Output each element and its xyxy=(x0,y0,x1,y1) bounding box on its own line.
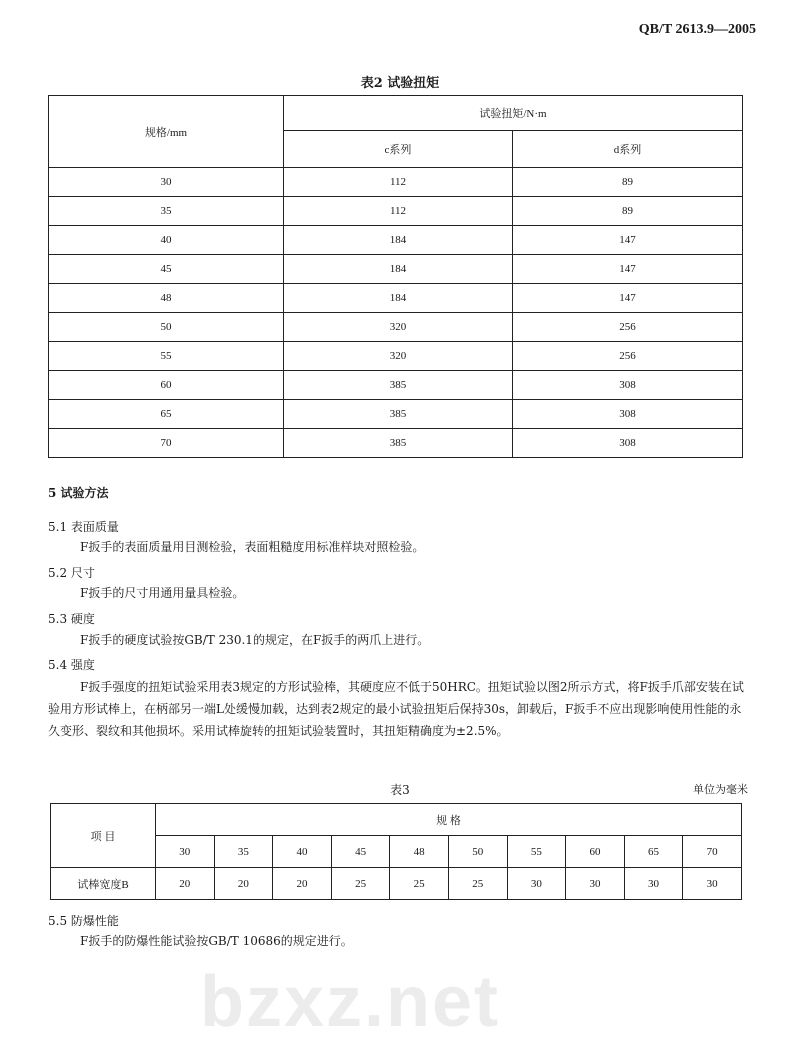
width-cell: 30 xyxy=(566,868,625,900)
section-5-3-body: F扳手的硬度试验按GB/T 230.1的规定，在F扳手的两爪上进行。 xyxy=(80,633,430,647)
table-row xyxy=(49,371,743,400)
table-row xyxy=(49,400,743,429)
cell-c: 385 xyxy=(284,400,513,429)
table3-unit: 单位为毫米 xyxy=(693,783,748,796)
section-5-5-body: F扳手的防爆性能试验按GB/T 10686的规定进行。 xyxy=(80,934,353,948)
section-5-1-title: 5.1 表面质量 xyxy=(48,520,119,534)
section-5-4-body: F扳手强度的扭矩试验采用表3规定的方形试验棒，其硬度应不低于50HRC。扭矩试验以图2所示方式，将F扳手爪部安装在试验用方形试棒上，在柄部另一端L处缓慢加载，达到表2规定的最小试验扭矩后保持30s，卸载后，F扳手不应出现影响使用性能的永久变形、裂纹和其他损坏。采用试棒旋转的扭矩试验装置时，其扭矩精确度为±2.5%。 xyxy=(48,680,744,738)
header-c-series: c系列 xyxy=(284,131,513,168)
cell-c: 112 xyxy=(284,197,513,226)
header-spec: 规格/mm xyxy=(49,96,284,168)
table-row xyxy=(49,284,743,313)
table-row xyxy=(49,429,743,458)
cell-d: 308 xyxy=(513,429,743,458)
header-spec: 规 格 xyxy=(156,804,742,836)
cell-d: 308 xyxy=(513,400,743,429)
spec-cell: 45 xyxy=(331,836,390,868)
cell-spec: 48 xyxy=(49,284,284,313)
cell-c: 112 xyxy=(284,168,513,197)
cell-c: 184 xyxy=(284,226,513,255)
table-row xyxy=(49,168,743,197)
spec-cell: 30 xyxy=(156,836,215,868)
spec-cell: 55 xyxy=(507,836,566,868)
spec-cell: 48 xyxy=(390,836,449,868)
table-row xyxy=(49,226,743,255)
width-cell: 20 xyxy=(156,868,215,900)
width-cell: 20 xyxy=(214,868,273,900)
table-row xyxy=(49,197,743,226)
table-row xyxy=(49,342,743,371)
cell-d: 147 xyxy=(513,255,743,284)
cell-spec: 60 xyxy=(49,371,284,400)
spec-cell: 40 xyxy=(273,836,332,868)
cell-spec: 35 xyxy=(49,197,284,226)
spec-cell: 35 xyxy=(214,836,273,868)
cell-c: 385 xyxy=(284,371,513,400)
cell-d: 147 xyxy=(513,226,743,255)
cell-spec: 65 xyxy=(49,400,284,429)
spec-cell: 65 xyxy=(624,836,683,868)
section-5-2-title: 5.2 尺寸 xyxy=(48,566,95,580)
spec-cell: 70 xyxy=(683,836,742,868)
cell-d: 256 xyxy=(513,313,743,342)
section-5-2-body: F扳手的尺寸用通用量具检验。 xyxy=(80,586,245,600)
cell-d: 89 xyxy=(513,168,743,197)
cell-c: 385 xyxy=(284,429,513,458)
cell-spec: 45 xyxy=(49,255,284,284)
spec-cell: 60 xyxy=(566,836,625,868)
width-cell: 25 xyxy=(390,868,449,900)
table-row xyxy=(49,255,743,284)
width-cell: 30 xyxy=(507,868,566,900)
cell-spec: 50 xyxy=(49,313,284,342)
section-5-5-title: 5.5 防爆性能 xyxy=(48,914,119,928)
section-5-1-body: F扳手的表面质量用目测检验，表面粗糙度用标准样块对照检验。 xyxy=(80,540,425,554)
width-cell: 30 xyxy=(624,868,683,900)
section-5-title: 5 试验方法 xyxy=(48,486,109,500)
test-bar-table xyxy=(50,803,742,900)
cell-c: 184 xyxy=(284,255,513,284)
cell-spec: 30 xyxy=(49,168,284,197)
cell-d: 89 xyxy=(513,197,743,226)
cell-d: 308 xyxy=(513,371,743,400)
width-cell: 20 xyxy=(273,868,332,900)
cell-c: 184 xyxy=(284,284,513,313)
cell-c: 320 xyxy=(284,342,513,371)
width-cell: 25 xyxy=(331,868,390,900)
row-label-bar-width: 试棒宽度B xyxy=(51,868,156,900)
section-5-4-title: 5.4 强度 xyxy=(48,658,95,672)
cell-d: 147 xyxy=(513,284,743,313)
cell-spec: 70 xyxy=(49,429,284,458)
cell-d: 256 xyxy=(513,342,743,371)
spec-cell: 50 xyxy=(448,836,507,868)
header-torque: 试验扭矩/N·m xyxy=(284,96,743,131)
standard-number: QB/T 2613.9—2005 xyxy=(638,22,756,37)
cell-c: 320 xyxy=(284,313,513,342)
table2-caption: 表2 试验扭矩 xyxy=(360,76,440,91)
table-row xyxy=(49,313,743,342)
cell-spec: 40 xyxy=(49,226,284,255)
watermark: bzxz.net xyxy=(200,962,501,1042)
section-5-3-title: 5.3 硬度 xyxy=(48,612,95,626)
header-d-series: d系列 xyxy=(513,131,743,168)
width-cell: 30 xyxy=(683,868,742,900)
table3-caption: 表3 xyxy=(390,783,410,797)
cell-spec: 55 xyxy=(49,342,284,371)
test-torque-table xyxy=(48,95,743,458)
width-cell: 25 xyxy=(448,868,507,900)
header-item: 项 目 xyxy=(51,804,156,868)
